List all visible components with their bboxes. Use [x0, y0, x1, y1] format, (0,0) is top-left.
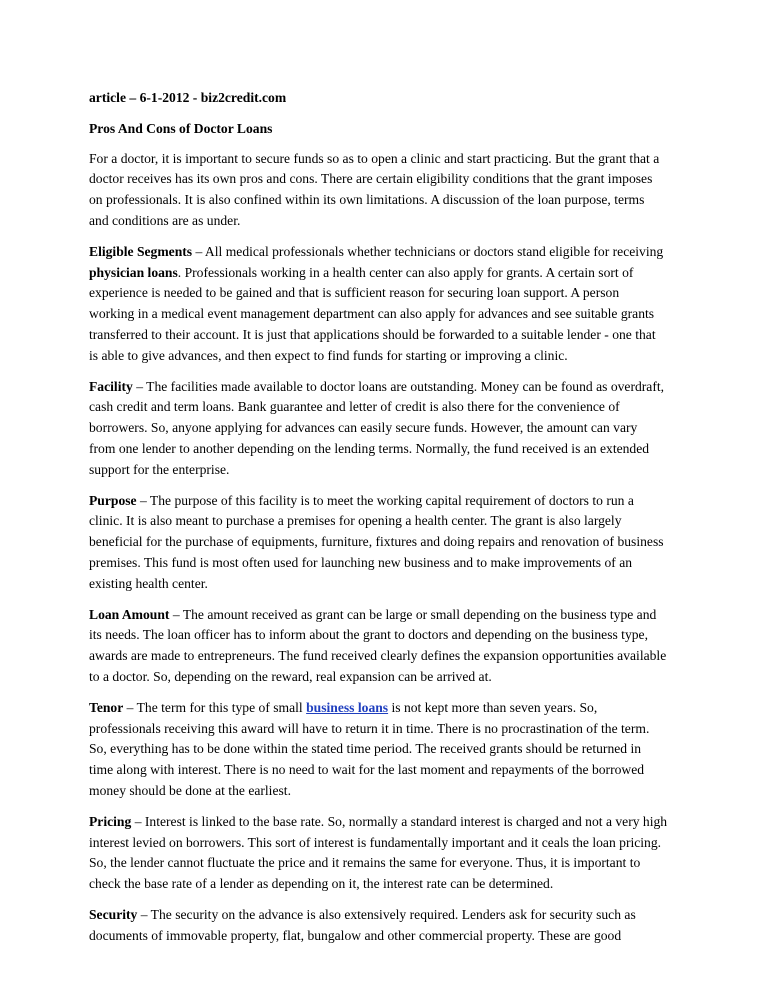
text-line: cash credit and term loans. Bank guarantee and letter of credit is also there for the convenience of — [89, 399, 620, 415]
article-meta: article – 6-1-2012 - biz2credit.com — [89, 90, 287, 105]
section-heading: Pricing — [89, 813, 132, 829]
text-line: beneficial for the purchase of equipments, furniture, fixtures and doing repairs and renovation of business — [89, 534, 664, 550]
text-line: – The term for this type of small — [123, 699, 307, 715]
text-line: – The purpose of this facility is to meet the working capital requirement of doctors to run a — [136, 492, 634, 508]
text-line: awards are made to entrepreneurs. The fund received clearly defines the expansion opportunities available — [89, 648, 667, 664]
text-line: and conditions are as under. — [89, 212, 241, 228]
text-line: experience is needed to be gained and that is sufficient reason for securing loan support. A person — [89, 285, 620, 301]
text-line: So, everything has to be done within the stated time period. The received grants should be returned in — [89, 741, 642, 757]
tenor-paragraph — [89, 698, 689, 802]
text-line: So, the lender cannot fluctuate the price and it remains the same for everyone. Thus, it is important to — [89, 855, 641, 871]
purpose-paragraph — [89, 491, 689, 595]
text-line: support for the enterprise. — [89, 461, 230, 477]
text-line: from one lender to another depending on the lending terms. Normally, the fund received is an extended — [89, 440, 650, 456]
text-line: doctor receives has its own pros and cons. There are certain eligibility conditions that the grant imposes — [89, 171, 653, 187]
text-line: to a doctor. So, depending on the reward, real expansion can be arrived at. — [89, 668, 492, 684]
text-line: – The amount received as grant can be large or small depending on the business type and — [169, 606, 657, 622]
pricing-paragraph — [89, 812, 689, 895]
intro-paragraph — [89, 149, 689, 232]
bold-term: physician loans — [89, 264, 178, 280]
text-line: on professionals. It is also confined within its own limitations. A discussion of the loan purpose, terms — [89, 192, 645, 208]
text-line: . Professionals working in a health center can also apply for grants. A certain sort of — [177, 264, 634, 280]
text-line: existing health center. — [89, 575, 208, 591]
text-line: documents of immovable property, flat, bungalow and other commercial property. These are good — [89, 927, 622, 943]
section-heading: Facility — [89, 378, 133, 394]
text-line: transferred to their account. It is just that applications should be forwarded to a suitable lender - one that — [89, 326, 656, 342]
text-line: interest levied on borrowers. This sort of interest is fundamentally important and it ceals the loan pricing. — [89, 834, 662, 850]
section-heading: Purpose — [89, 492, 137, 508]
text-line: time along with interest. There is no need to wait for the last moment and repayments of the borrowed — [89, 762, 645, 778]
text-line: check the base rate of a lender as depending on it, the interest rate can be determined. — [89, 876, 554, 892]
section-heading: Loan Amount — [89, 606, 170, 622]
business-loans-link[interactable]: business loans — [306, 699, 389, 715]
section-heading: Eligible Segments — [89, 243, 193, 259]
text-line: is able to give advances, and then expect to find funds for starting or improving a clinic. — [89, 347, 568, 363]
text-line: – Interest is linked to the base rate. So, normally a standard interest is charged and not a very high — [131, 813, 668, 829]
text-line: – All medical professionals whether technicians or doctors stand eligible for receiving — [192, 243, 664, 259]
text-line: working in a medical event management department can also apply for advances and see suitable grants — [89, 306, 655, 322]
text-line: premises. This fund is most often used for launching new business and to make improvements of an — [89, 554, 633, 570]
section-heading: Security — [89, 906, 138, 922]
text-line: – The facilities made available to doctor loans are outstanding. Money can be found as overdraft, — [132, 378, 665, 394]
text-line: – The security on the advance is also extensively required. Lenders ask for security such as — [137, 906, 636, 922]
facility-paragraph — [89, 377, 689, 481]
text-line: clinic. It is also meant to purchase a premises for opening a health center. The grant is also largely — [89, 513, 622, 529]
security-paragraph — [89, 905, 689, 947]
text-line: professionals receiving this award will have to return it in time. There is no procrastination of the term. — [89, 720, 650, 736]
text-line: borrowers. So, anyone applying for advances can easily secure funds. However, the amount can vary — [89, 420, 638, 436]
text-line: its needs. The loan officer has to inform about the grant to doctors and depending on the business type, — [89, 627, 648, 643]
section-heading: Tenor — [89, 699, 124, 715]
loan-amount-paragraph — [89, 605, 689, 688]
text-line: is not kept more than seven years. So, — [388, 699, 598, 715]
text-line: For a doctor, it is important to secure funds so as to open a clinic and start practicing. But the grant that a — [89, 150, 660, 166]
eligible-segments-paragraph — [89, 242, 689, 367]
document-content — [89, 88, 689, 956]
text-line: money should be done at the earliest. — [89, 782, 291, 798]
page-title: Pros And Cons of Doctor Loans — [89, 120, 273, 136]
